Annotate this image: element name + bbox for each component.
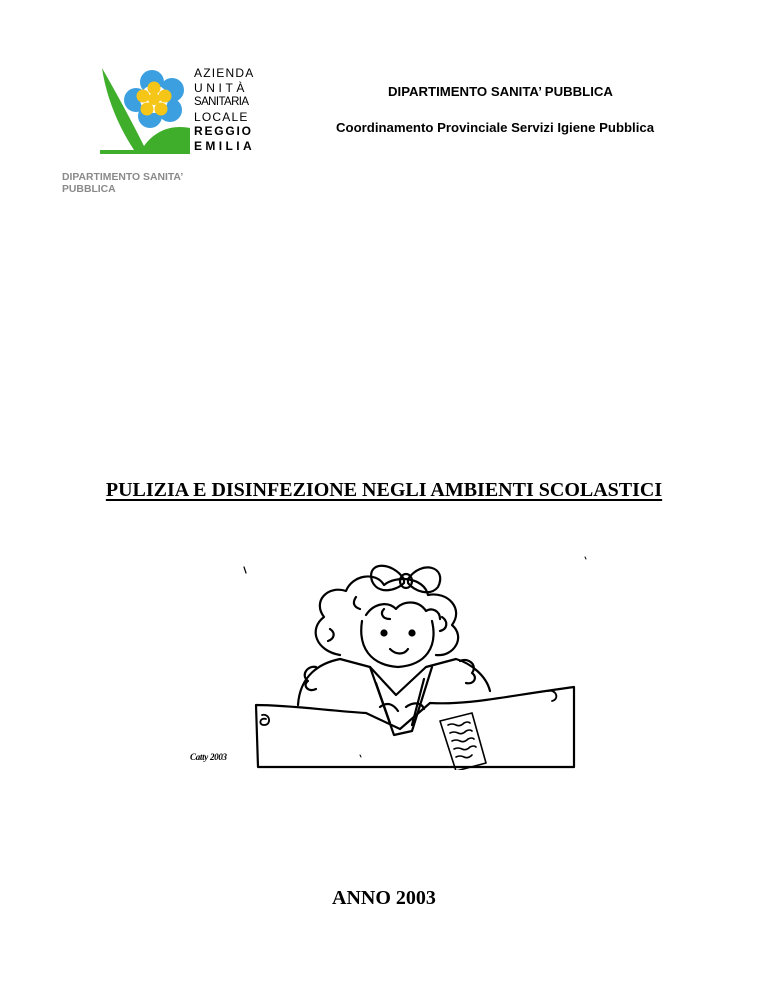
logo-line-unita: UNITÀ: [194, 80, 248, 95]
department-label-line1: DIPARTIMENTO SANITA’: [62, 172, 184, 183]
open-book-pages: [256, 687, 574, 767]
logo-line-locale: LOCALE: [194, 109, 249, 124]
coordination-heading: Coordinamento Provinciale Servizi Igiene Pubblica: [336, 120, 655, 135]
department-label: [62, 172, 183, 196]
smile: [390, 649, 408, 654]
girl-reading-illustration: [170, 555, 590, 770]
logo-line-azienda: AZIENDA: [194, 66, 255, 80]
face-outline: [361, 621, 433, 667]
page-scribbles: [440, 713, 486, 770]
department-heading: DIPARTIMENTO SANITA’ PUBBLICA: [388, 84, 613, 99]
flower-logo-icon: [100, 66, 192, 156]
department-label-line2: PUBBLICA: [62, 184, 116, 195]
document-year: ANNO 2003: [332, 887, 436, 909]
artist-signature: Catty 2003: [190, 752, 227, 762]
logo-line-reggio: REGGIO: [194, 124, 253, 138]
logo-line-sanitaria: SANITARIA: [194, 96, 249, 108]
logo-line-emilia: EMILIA: [194, 138, 256, 153]
ausl-logo: [100, 66, 260, 156]
green-base: [100, 150, 190, 154]
logo-text: [194, 66, 255, 153]
document-title: PULIZIA E DISINFEZIONE NEGLI AMBIENTI SCOLASTICI: [105, 479, 663, 501]
